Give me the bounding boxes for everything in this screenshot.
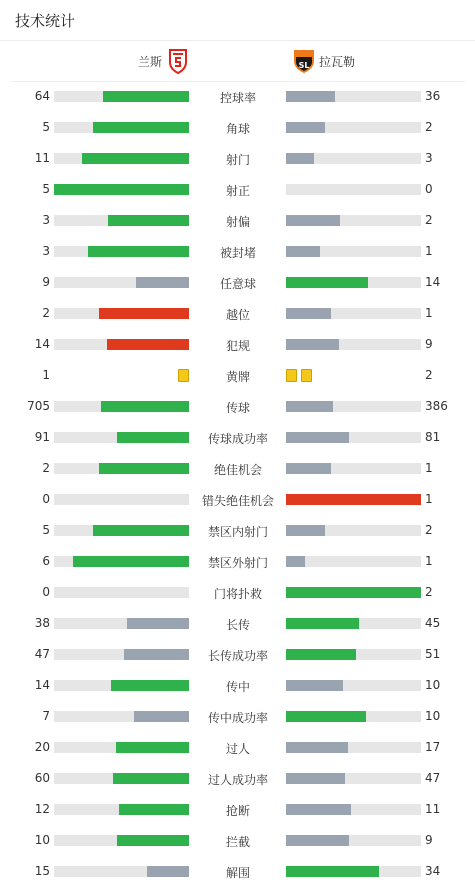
home-bar-fill <box>147 866 189 877</box>
away-bar-fill <box>286 432 349 443</box>
stat-row <box>0 113 475 144</box>
away-value: 1 <box>425 554 433 568</box>
away-bar-fill <box>286 401 333 412</box>
away-value: 10 <box>425 678 441 692</box>
away-bar-fill <box>286 804 351 815</box>
away-bar-fill <box>286 308 331 319</box>
home-bar-track <box>54 866 189 877</box>
away-bar-fill <box>286 835 349 846</box>
header <box>0 0 475 41</box>
away-bar-fill <box>286 618 359 629</box>
stat-label: 越位 <box>225 308 250 322</box>
away-bar-track <box>286 339 421 350</box>
home-bar-track <box>54 153 189 164</box>
away-bar-fill <box>286 215 340 226</box>
away-value: 51 <box>425 647 441 661</box>
home-bar-track <box>54 711 189 722</box>
home-value: 5 <box>42 523 50 537</box>
home-bar-fill <box>117 432 189 443</box>
home-bar-track <box>54 680 189 691</box>
home-value: 20 <box>34 740 50 754</box>
away-value: 386 <box>425 399 448 413</box>
away-value: 1 <box>425 306 433 320</box>
stat-label: 拦截 <box>225 835 250 849</box>
stat-row <box>0 795 475 826</box>
home-value: 3 <box>42 244 50 258</box>
home-bar-fill <box>73 556 189 567</box>
home-value: 5 <box>42 120 50 134</box>
away-value: 9 <box>425 337 433 351</box>
away-value: 17 <box>425 740 441 754</box>
away-bar-track <box>286 246 421 257</box>
away-bar-track <box>286 649 421 660</box>
away-value: 2 <box>425 213 433 227</box>
away-bar-fill <box>286 91 335 102</box>
yellow-card-icon <box>301 369 312 382</box>
away-bar-track <box>286 711 421 722</box>
home-bar-track <box>54 277 189 288</box>
home-bar-track <box>54 246 189 257</box>
home-bar-track <box>54 649 189 660</box>
away-bar-fill <box>286 339 339 350</box>
home-bar-track <box>54 618 189 629</box>
home-value: 11 <box>34 151 50 165</box>
page-title: 技术统计 <box>15 12 76 30</box>
stat-row <box>0 454 475 485</box>
stat-label: 抢断 <box>225 804 250 818</box>
stat-row <box>0 671 475 702</box>
stat-label: 射正 <box>225 184 250 198</box>
home-value: 0 <box>42 585 50 599</box>
stat-row <box>0 392 475 423</box>
home-value: 1 <box>42 368 50 382</box>
home-value: 5 <box>42 182 50 196</box>
home-bar-track <box>54 432 189 443</box>
away-value: 0 <box>425 182 433 196</box>
stat-label: 任意球 <box>219 277 256 291</box>
away-value: 14 <box>425 275 441 289</box>
stat-row <box>0 299 475 330</box>
home-bar-track <box>54 308 189 319</box>
home-bar-track <box>54 835 189 846</box>
away-bar-track <box>286 556 421 567</box>
away-bar-fill <box>286 525 325 536</box>
away-bar-track <box>286 91 421 102</box>
away-value: 11 <box>425 802 441 816</box>
home-bar-fill <box>116 742 189 753</box>
away-team-name: 拉瓦勒 <box>319 55 356 69</box>
home-bar-fill <box>99 308 189 319</box>
away-bar-track <box>286 866 421 877</box>
away-bar-fill <box>286 773 345 784</box>
home-bar-fill <box>113 773 189 784</box>
away-bar-fill <box>286 866 379 877</box>
stat-row <box>0 237 475 268</box>
away-bar-track <box>286 835 421 846</box>
away-value: 2 <box>425 585 433 599</box>
home-value: 7 <box>42 709 50 723</box>
stat-label: 绝佳机会 <box>213 463 262 477</box>
stat-label: 角球 <box>225 122 250 136</box>
stat-row <box>0 516 475 547</box>
stat-row <box>0 826 475 857</box>
home-bar-fill <box>127 618 189 629</box>
stat-row <box>0 175 475 206</box>
stat-label: 错失绝佳机会 <box>201 494 274 508</box>
home-bar-track <box>54 215 189 226</box>
away-bar-track <box>286 618 421 629</box>
away-team-logo-icon <box>292 48 316 74</box>
away-bar-fill <box>286 587 421 598</box>
home-bar-fill <box>103 91 189 102</box>
stat-row <box>0 733 475 764</box>
home-bar-fill <box>54 184 189 195</box>
home-bar-fill <box>119 804 189 815</box>
home-bar-track <box>54 122 189 133</box>
home-bar-track <box>54 339 189 350</box>
away-value: 34 <box>425 864 441 878</box>
home-value: 9 <box>42 275 50 289</box>
stat-label: 过人成功率 <box>207 773 268 787</box>
home-bar-fill <box>101 401 189 412</box>
away-bar-fill <box>286 463 331 474</box>
stat-label: 门将扑救 <box>213 587 262 601</box>
home-bar-track <box>54 742 189 753</box>
home-value: 47 <box>34 647 50 661</box>
away-bar-fill <box>286 680 343 691</box>
home-bar-fill <box>99 463 189 474</box>
away-value: 47 <box>425 771 441 785</box>
away-value: 45 <box>425 616 441 630</box>
home-value: 3 <box>42 213 50 227</box>
stat-label: 被封堵 <box>219 246 256 260</box>
away-bar-track <box>286 401 421 412</box>
home-value: 91 <box>34 430 50 444</box>
away-bar-track <box>286 463 421 474</box>
stat-row <box>0 144 475 175</box>
stat-label: 禁区外射门 <box>207 556 268 570</box>
stat-label: 传中 <box>225 680 250 694</box>
stat-label: 长传成功率 <box>207 649 268 663</box>
away-bar-fill <box>286 742 348 753</box>
stat-row <box>0 702 475 733</box>
home-bar-fill <box>108 215 189 226</box>
stat-row <box>0 330 475 361</box>
stat-row <box>0 609 475 640</box>
home-value: 38 <box>34 616 50 630</box>
home-value: 0 <box>42 492 50 506</box>
home-value: 15 <box>34 864 50 878</box>
svg-text:SL: SL <box>298 61 310 70</box>
home-bar-track <box>54 494 189 505</box>
home-bar-track <box>54 804 189 815</box>
yellow-card-icon <box>286 369 297 382</box>
stat-label: 传球成功率 <box>207 432 268 446</box>
stat-label: 射偏 <box>225 215 250 229</box>
home-value: 14 <box>34 678 50 692</box>
stat-row <box>0 485 475 516</box>
home-bar-fill <box>124 649 189 660</box>
home-team-logo-icon <box>168 48 188 74</box>
home-bar-fill <box>117 835 189 846</box>
stat-label: 控球率 <box>219 91 256 105</box>
away-value: 2 <box>425 523 433 537</box>
home-bar-fill <box>111 680 189 691</box>
stat-label: 传球 <box>225 401 250 415</box>
home-bar-track <box>54 773 189 784</box>
away-bar-fill <box>286 122 325 133</box>
stat-row <box>0 640 475 671</box>
home-bar-track <box>54 401 189 412</box>
away-value: 10 <box>425 709 441 723</box>
away-bar-track <box>286 215 421 226</box>
away-value: 1 <box>425 244 433 258</box>
home-bar-fill <box>88 246 189 257</box>
home-bar-fill <box>93 525 189 536</box>
away-bar-track <box>286 432 421 443</box>
stat-label: 黄牌 <box>225 370 250 384</box>
home-bar-track <box>54 556 189 567</box>
stats-list <box>0 82 475 888</box>
away-value: 1 <box>425 461 433 475</box>
teams-header <box>10 41 465 82</box>
away-bar-track <box>286 494 421 505</box>
home-bar-fill <box>136 277 189 288</box>
away-value: 9 <box>425 833 433 847</box>
away-value: 36 <box>425 89 441 103</box>
stat-label: 过人 <box>225 742 250 756</box>
stat-label: 禁区内射门 <box>207 525 268 539</box>
away-bar-track <box>286 184 421 195</box>
away-bar-track <box>286 773 421 784</box>
stat-row <box>0 82 475 113</box>
stat-label: 犯规 <box>225 339 250 353</box>
home-value: 12 <box>34 802 50 816</box>
away-bar-track <box>286 742 421 753</box>
stat-row <box>0 857 475 888</box>
home-bar-fill <box>134 711 189 722</box>
home-bar-track <box>54 184 189 195</box>
away-bar-fill <box>286 649 356 660</box>
stat-row <box>0 268 475 299</box>
home-team-name: 兰斯 <box>138 55 163 69</box>
home-bar-track <box>54 91 189 102</box>
home-value: 6 <box>42 554 50 568</box>
away-bar-fill <box>286 556 305 567</box>
stat-label: 长传 <box>225 618 250 632</box>
home-value: 705 <box>27 399 50 413</box>
stat-row <box>0 206 475 237</box>
home-bar-fill <box>82 153 189 164</box>
home-value: 14 <box>34 337 50 351</box>
stat-label: 解围 <box>225 866 250 880</box>
home-bar-fill <box>107 339 189 350</box>
away-bar-fill <box>286 246 320 257</box>
away-bar-fill <box>286 711 366 722</box>
stat-label: 射门 <box>225 153 250 167</box>
stat-row <box>0 547 475 578</box>
home-value: 2 <box>42 306 50 320</box>
away-bar-track <box>286 804 421 815</box>
away-bar-track <box>286 277 421 288</box>
away-bar-track <box>286 525 421 536</box>
stat-row <box>0 578 475 609</box>
away-value: 2 <box>425 368 433 382</box>
away-value: 81 <box>425 430 441 444</box>
home-bar-track <box>54 463 189 474</box>
stat-row <box>0 764 475 795</box>
home-bar-fill <box>93 122 189 133</box>
home-value: 64 <box>34 89 50 103</box>
stat-row <box>0 423 475 454</box>
stat-label: 传中成功率 <box>207 711 268 725</box>
away-bar-fill <box>286 153 314 164</box>
away-bar-fill <box>286 277 368 288</box>
away-value: 1 <box>425 492 433 506</box>
away-bar-track <box>286 153 421 164</box>
stat-row <box>0 361 475 392</box>
home-value: 60 <box>34 771 50 785</box>
home-value: 2 <box>42 461 50 475</box>
home-bar-track <box>54 525 189 536</box>
away-bar-track <box>286 587 421 598</box>
away-bar-track <box>286 308 421 319</box>
away-bar-fill <box>286 494 421 505</box>
away-value: 2 <box>425 120 433 134</box>
away-bar-track <box>286 122 421 133</box>
yellow-card-icon <box>178 369 189 382</box>
away-bar-track <box>286 680 421 691</box>
home-value: 10 <box>34 833 50 847</box>
home-bar-track <box>54 587 189 598</box>
away-value: 3 <box>425 151 433 165</box>
